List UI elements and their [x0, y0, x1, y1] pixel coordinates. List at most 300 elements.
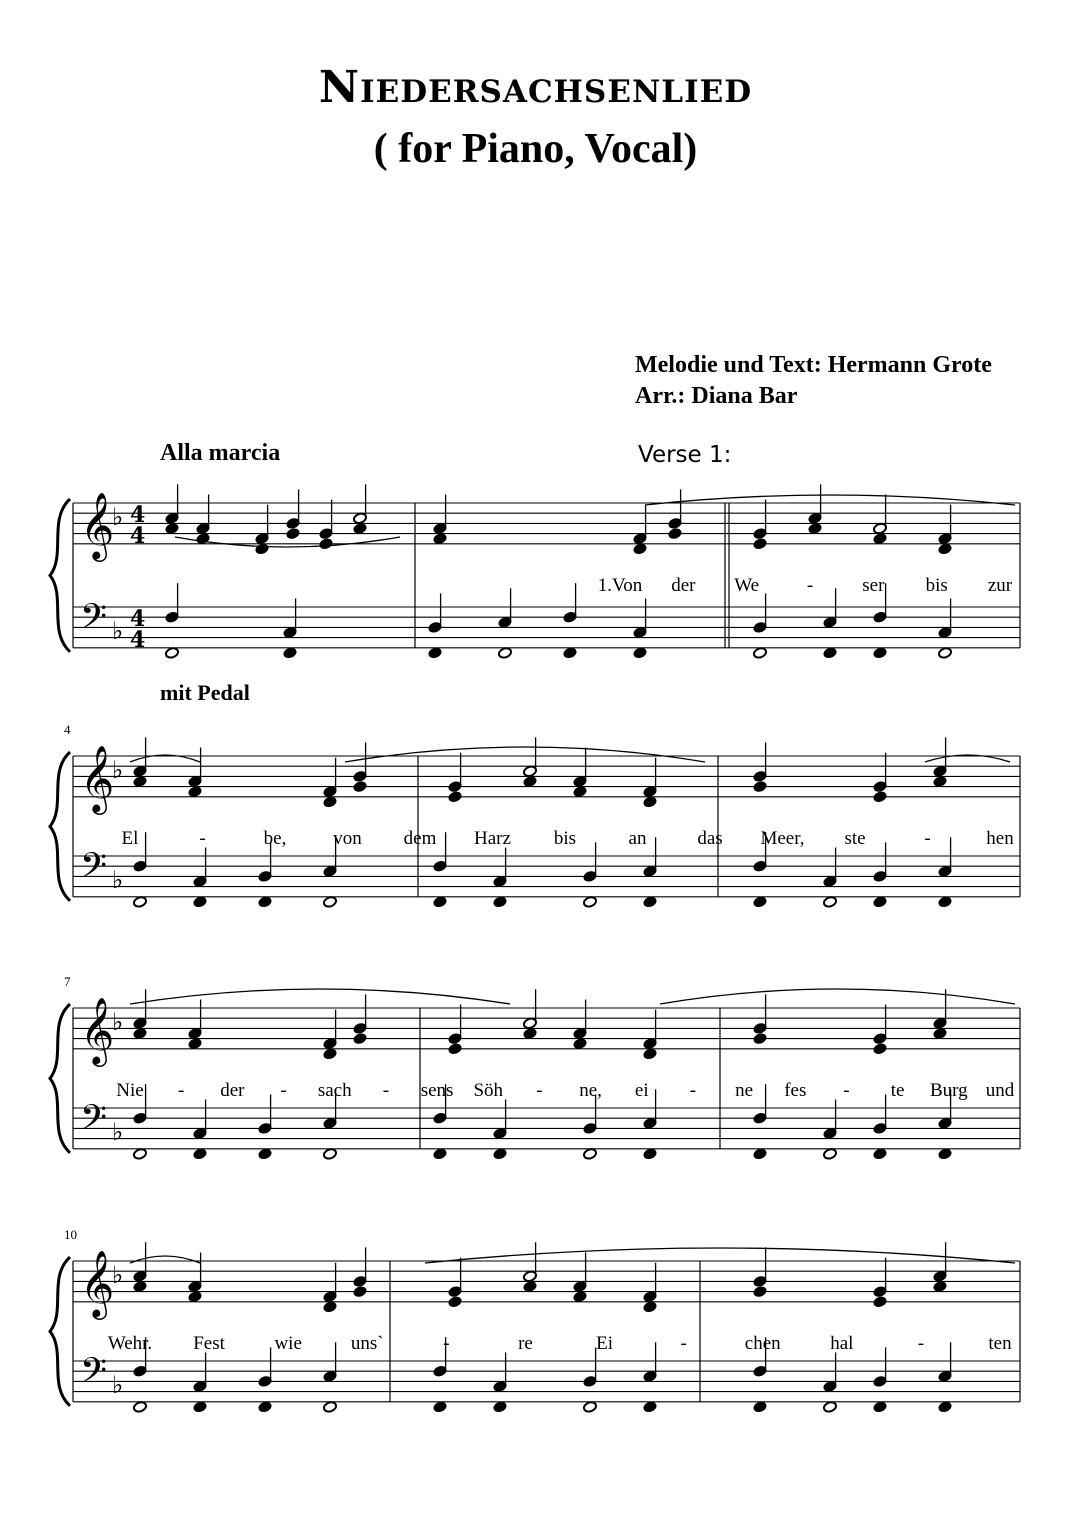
note [493, 1401, 508, 1414]
lyric-syllable: - [917, 1333, 925, 1354]
note [323, 1342, 338, 1382]
note [643, 1010, 658, 1050]
note [823, 896, 838, 909]
note [873, 1043, 888, 1056]
note [433, 532, 448, 545]
notehead [823, 896, 838, 909]
note [133, 989, 148, 1029]
notehead [643, 1401, 658, 1414]
notehead [753, 1401, 768, 1414]
note [193, 896, 208, 909]
notehead [493, 1148, 508, 1161]
note [323, 837, 338, 877]
notehead [573, 1037, 588, 1050]
time-signature-numerator: 4 [130, 502, 146, 528]
notehead [643, 1301, 658, 1314]
note [633, 647, 648, 660]
note [563, 647, 578, 660]
bass-clef-icon: 𝄢 [80, 1097, 108, 1146]
note [753, 500, 768, 540]
note [823, 848, 838, 888]
notehead [873, 647, 888, 660]
notehead [523, 1027, 538, 1040]
treble-clef-icon: 𝄞 [80, 996, 115, 1064]
note [433, 1401, 448, 1414]
notehead [753, 1148, 768, 1161]
notehead [258, 896, 273, 909]
note [873, 791, 888, 804]
lyric-syllable: von [333, 828, 362, 849]
lyric-syllable: Meer, [760, 828, 805, 849]
notehead [933, 1280, 948, 1293]
note [323, 758, 338, 798]
note [323, 1263, 338, 1303]
note [193, 1353, 208, 1393]
time-signature-denominator: 4 [130, 523, 146, 549]
note [873, 1148, 888, 1161]
lyric-syllable: ne [735, 1080, 754, 1101]
note [165, 484, 180, 524]
note [188, 748, 203, 788]
phrase-slur [130, 989, 510, 1004]
brace-icon [50, 752, 70, 901]
lyric-syllable: 1.Von [597, 575, 643, 596]
note [583, 1401, 598, 1414]
note [808, 484, 823, 524]
lyric-syllable: hal [830, 1333, 854, 1354]
lyric-syllable: - [843, 1080, 850, 1101]
notehead [353, 1285, 368, 1298]
note [873, 1347, 888, 1387]
note [255, 505, 270, 545]
tempo-marking: Alla marcia [160, 440, 281, 466]
notehead [323, 896, 338, 909]
note [823, 1148, 838, 1161]
note [523, 775, 538, 788]
notehead [258, 1148, 273, 1161]
lyric-syllable: dem [403, 828, 437, 849]
notehead [933, 1027, 948, 1040]
note [823, 647, 838, 660]
lyric-syllable: te [890, 1080, 905, 1101]
note [258, 1347, 273, 1387]
note [448, 1258, 463, 1298]
note [258, 1401, 273, 1414]
note [323, 1148, 338, 1161]
note [165, 522, 180, 535]
notehead [283, 647, 298, 660]
note [873, 495, 888, 535]
note [873, 1005, 888, 1045]
note [643, 758, 658, 798]
notehead [808, 522, 823, 535]
arranger-credit: Arr.: Diana Bar [635, 383, 798, 409]
lyric-syllable: wie [274, 1333, 302, 1354]
lyric-syllable: ser [862, 575, 885, 596]
note [493, 1148, 508, 1161]
notehead [188, 1037, 203, 1050]
note [643, 896, 658, 909]
note [493, 896, 508, 909]
note [823, 1353, 838, 1393]
notehead [583, 1401, 598, 1414]
note [643, 1342, 658, 1382]
note [448, 753, 463, 793]
lyric-syllable: der [220, 1080, 245, 1101]
note [753, 1148, 768, 1161]
notehead [323, 1148, 338, 1161]
note [633, 599, 648, 639]
note [873, 842, 888, 882]
lyric-syllable: ten [988, 1333, 1012, 1354]
lyric-syllable: - [199, 828, 206, 849]
note [448, 791, 463, 804]
note [753, 1401, 768, 1414]
note [133, 1027, 148, 1040]
note [753, 1032, 768, 1045]
pedal-marking: mit Pedal [160, 680, 250, 705]
bass-clef-icon: 𝄢 [80, 845, 108, 894]
notehead [196, 532, 211, 545]
note [258, 1148, 273, 1161]
measure-number: 4 [64, 722, 71, 737]
notehead [133, 775, 148, 788]
note [448, 1005, 463, 1045]
lyric-syllable: - [280, 1080, 287, 1101]
notehead [873, 896, 888, 909]
treble-clef-icon: 𝄞 [80, 744, 115, 812]
lyric-syllable: und [985, 1080, 1015, 1101]
note [873, 1401, 888, 1414]
note [933, 775, 948, 788]
lyric-syllable: chen [744, 1333, 781, 1354]
note [353, 742, 368, 782]
note [193, 848, 208, 888]
lyric-syllable: an [628, 828, 647, 849]
note [573, 1000, 588, 1040]
notehead [448, 1296, 463, 1309]
note [165, 583, 180, 623]
lyric-syllable: - [689, 1080, 697, 1101]
note [448, 1296, 463, 1309]
time-signature-denominator: 4 [130, 627, 146, 653]
lyric-syllable: be, [263, 828, 287, 849]
notehead [133, 1148, 148, 1161]
measure-number: 7 [64, 974, 71, 989]
notehead [433, 1148, 448, 1161]
flat-key-icon: ♭ [112, 617, 124, 645]
flat-key-icon: ♭ [112, 503, 124, 531]
note [323, 796, 338, 809]
notehead [188, 1290, 203, 1303]
lyric-syllable: bis [553, 828, 577, 849]
note [283, 647, 298, 660]
note [938, 543, 953, 556]
note [323, 1401, 338, 1414]
lyric-syllable: uns` [350, 1333, 384, 1354]
note [643, 1401, 658, 1414]
note [933, 1242, 948, 1282]
lyric-syllable: ste [844, 828, 866, 849]
note [633, 505, 648, 545]
note [193, 1401, 208, 1414]
treble-clef-icon: 𝄞 [80, 1249, 115, 1317]
note [188, 1000, 203, 1040]
note [938, 647, 953, 660]
notehead [573, 1290, 588, 1303]
note [583, 1148, 598, 1161]
lyric-syllable: ne, [579, 1080, 602, 1101]
note [753, 538, 768, 551]
note [933, 1280, 948, 1293]
note [353, 1247, 368, 1287]
note [643, 1148, 658, 1161]
note [753, 780, 768, 793]
note [938, 837, 953, 877]
notehead [643, 896, 658, 909]
note [583, 896, 598, 909]
note [258, 1094, 273, 1134]
note [433, 1337, 448, 1377]
note [753, 1084, 768, 1124]
lyric-syllable: zur [987, 575, 1013, 596]
flat-key-icon: ♭ [112, 1261, 124, 1289]
lyric-syllable: ei [634, 1080, 649, 1101]
note [753, 647, 768, 660]
note [573, 1253, 588, 1293]
brace-icon [50, 1257, 70, 1406]
note [493, 1353, 508, 1393]
lyric-syllable: sens [420, 1080, 454, 1101]
notehead [193, 1401, 208, 1414]
note [428, 593, 443, 633]
note [823, 588, 838, 628]
notehead [323, 1301, 338, 1314]
lyric-syllable: - [536, 1080, 543, 1101]
notehead [133, 1401, 148, 1414]
phrase-slur [130, 1256, 200, 1263]
notehead [133, 1027, 148, 1040]
measure-number: 10 [64, 1227, 77, 1242]
note [753, 742, 768, 782]
note [753, 896, 768, 909]
notehead [633, 543, 648, 556]
notehead [353, 1032, 368, 1045]
flat-key-icon: ♭ [112, 1118, 124, 1146]
note [493, 1100, 508, 1140]
note [523, 737, 538, 777]
note [523, 1027, 538, 1040]
notehead [133, 896, 148, 909]
note [523, 989, 538, 1029]
notehead [873, 1043, 888, 1056]
note [573, 748, 588, 788]
note [286, 527, 301, 540]
notehead [938, 1148, 953, 1161]
notehead [933, 775, 948, 788]
note [133, 1242, 148, 1282]
notehead [353, 780, 368, 793]
notehead [319, 538, 334, 551]
note [938, 1148, 953, 1161]
note [643, 1263, 658, 1303]
notehead [938, 543, 953, 556]
notehead [643, 796, 658, 809]
lyric-syllable: - [443, 1333, 450, 1354]
note [353, 522, 368, 535]
note [933, 1027, 948, 1040]
flat-key-icon: ♭ [112, 1008, 124, 1036]
note [933, 989, 948, 1029]
note [873, 1258, 888, 1298]
note [193, 1148, 208, 1161]
note [493, 848, 508, 888]
lyric-syllable: - [178, 1080, 185, 1101]
note [668, 489, 683, 529]
notehead [938, 647, 953, 660]
notehead [753, 538, 768, 551]
note [753, 1285, 768, 1298]
note [643, 1048, 658, 1061]
note [643, 1301, 658, 1314]
note [353, 780, 368, 793]
notehead [873, 532, 888, 545]
notehead [428, 647, 443, 660]
notehead [258, 1401, 273, 1414]
note [286, 489, 301, 529]
notehead [133, 1280, 148, 1293]
notehead [493, 896, 508, 909]
lyric-syllable: der [671, 575, 696, 596]
notehead [873, 791, 888, 804]
notehead [573, 785, 588, 798]
notehead [493, 1401, 508, 1414]
notehead [643, 1148, 658, 1161]
notehead [498, 647, 513, 660]
note [938, 505, 953, 545]
note [433, 896, 448, 909]
note [523, 1242, 538, 1282]
note [938, 1401, 953, 1414]
notehead [353, 522, 368, 535]
note [873, 1094, 888, 1134]
lyric-syllable: - [680, 1333, 687, 1354]
note [323, 1010, 338, 1050]
notehead [938, 896, 953, 909]
note [873, 753, 888, 793]
flat-key-icon: ♭ [112, 1371, 124, 1399]
notehead [433, 532, 448, 545]
notehead [193, 1148, 208, 1161]
notehead [873, 1401, 888, 1414]
lyric-syllable: Nie [116, 1080, 144, 1101]
note [823, 1401, 838, 1414]
note [938, 599, 953, 639]
note [938, 1342, 953, 1382]
notehead [523, 775, 538, 788]
note [353, 994, 368, 1034]
notehead [323, 1401, 338, 1414]
notehead [753, 1285, 768, 1298]
note [938, 896, 953, 909]
notehead [583, 1148, 598, 1161]
time-signature-numerator: 4 [130, 606, 146, 632]
lyric-syllable: fes [784, 1080, 807, 1101]
note [583, 842, 598, 882]
note [573, 1290, 588, 1303]
notehead [823, 1148, 838, 1161]
notehead [433, 1401, 448, 1414]
flat-key-icon: ♭ [112, 756, 124, 784]
note [873, 532, 888, 545]
note [433, 495, 448, 535]
note [255, 543, 270, 556]
lyric-syllable: Harz [474, 828, 511, 849]
notehead [823, 647, 838, 660]
lyric-syllable: - [924, 828, 931, 849]
notehead [873, 1296, 888, 1309]
note [258, 896, 273, 909]
notehead [323, 1048, 338, 1061]
treble-clef-icon: 𝄞 [80, 491, 115, 559]
note [668, 527, 683, 540]
bass-clef-icon: 𝄢 [80, 1350, 108, 1399]
note [873, 1296, 888, 1309]
lyric-syllable: hen [986, 828, 1014, 849]
note [753, 593, 768, 633]
note [353, 1032, 368, 1045]
notehead [583, 896, 598, 909]
note [498, 588, 513, 628]
note [323, 1048, 338, 1061]
notehead [563, 647, 578, 660]
notehead [193, 896, 208, 909]
note [193, 1100, 208, 1140]
note [196, 532, 211, 545]
notehead [286, 527, 301, 540]
score-title: Niedersachsenlied [318, 62, 753, 113]
note [583, 1347, 598, 1387]
phrase-slur [345, 747, 705, 762]
note [319, 538, 334, 551]
note [353, 1285, 368, 1298]
lyric-syllable: El [121, 828, 139, 849]
lyric-syllable: Söh [473, 1080, 504, 1101]
notehead [643, 1048, 658, 1061]
note [563, 583, 578, 623]
notehead [633, 647, 648, 660]
note [188, 785, 203, 798]
note [873, 647, 888, 660]
note [196, 495, 211, 535]
lyric-syllable: Ei [596, 1333, 613, 1354]
note [133, 1280, 148, 1293]
note [433, 1148, 448, 1161]
notehead [753, 647, 768, 660]
score-subtitle: ( for Piano, Vocal) [373, 126, 698, 172]
section-label: Verse 1: [638, 442, 732, 468]
note [753, 994, 768, 1034]
note [428, 647, 443, 660]
note [448, 1043, 463, 1056]
note [498, 647, 513, 660]
lyric-syllable: das [697, 828, 723, 849]
note [319, 500, 334, 540]
bass-clef-icon: 𝄢 [80, 596, 108, 645]
lyric-syllable: Wehr. [107, 1333, 153, 1354]
note [133, 1401, 148, 1414]
note [133, 1148, 148, 1161]
